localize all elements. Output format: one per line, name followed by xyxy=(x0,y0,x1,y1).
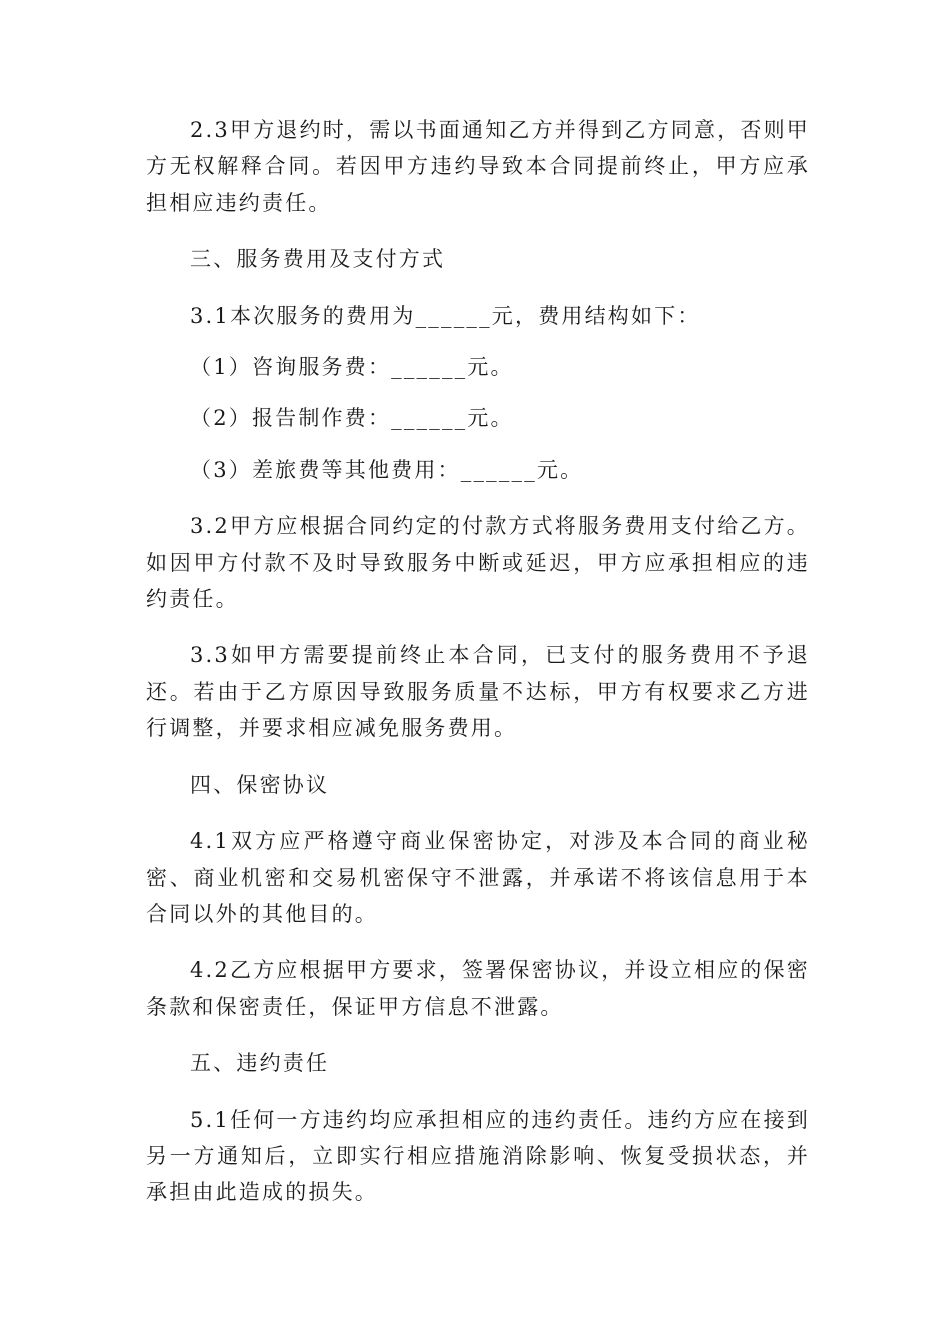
section-heading-4: 四、保密协议 xyxy=(190,772,330,797)
clause-3-3: 3.3如甲方需要提前终止本合同，已支付的服务费用不予退还。若由于乙方原因导致服务质量不达标，甲方有权要求乙方进行调整，并要求相应减免服务费用。 xyxy=(146,643,810,741)
section-heading-5: 五、违约责任 xyxy=(190,1051,330,1076)
clause-3-2: 3.2甲方应根据合同约定的付款方式将服务费用支付给乙方。如因甲方付款不及时导致服务中断或延迟，甲方应承担相应的违约责任。 xyxy=(146,514,810,612)
fee-item-report: （2）报告制作费：______元。 xyxy=(190,406,514,431)
clause-4-2: 4.2乙方应根据甲方要求，签署保密协议，并设立相应的保密条款和保密责任，保证甲方信息不泄露。 xyxy=(146,958,810,1019)
clause-4-1: 4.1双方应严格遵守商业保密协定，对涉及本合同的商业秘密、商业机密和交易机密保守不泄露，并承诺不将该信息用于本合同以外的其他目的。 xyxy=(146,829,810,926)
clause-5-1: 5.1任何一方违约均应承担相应的违约责任。违约方应在接到另一方通知后，立即实行相应措施消除影响、恢复受损状态，并承担由此造成的损失。 xyxy=(146,1107,810,1205)
clause-3-1: 3.1本次服务的费用为______元，费用结构如下： xyxy=(190,303,701,328)
document-body xyxy=(146,112,810,1211)
clause-2-3: 2.3甲方退约时，需以书面通知乙方并得到乙方同意，否则甲方无权解释合同。若因甲方违约导致本合同提前终止，甲方应承担相应违约责任。 xyxy=(146,118,810,215)
section-heading-3: 三、服务费用及支付方式 xyxy=(190,247,446,272)
fee-item-travel: （3）差旅费等其他费用：______元。 xyxy=(190,457,584,482)
fee-item-consulting: （1）咨询服务费：______元。 xyxy=(190,355,514,380)
